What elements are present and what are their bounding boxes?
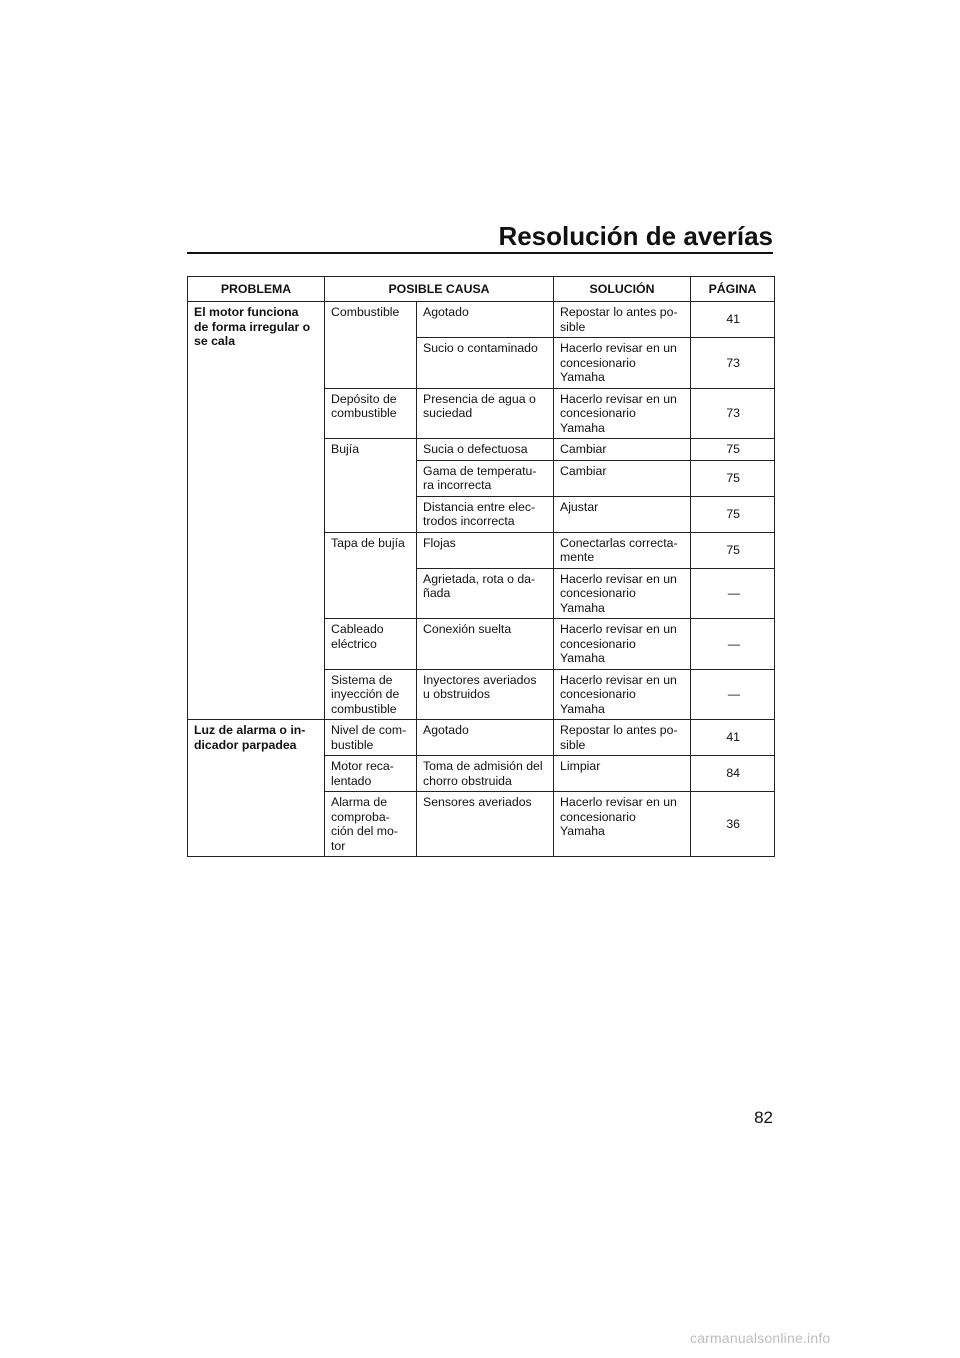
solution-cell: Cambiar [554,439,691,461]
solution-cell: Hacerlo revisar en un concesionario Yamaha [554,792,691,857]
page-cell: 84 [691,756,775,792]
solution-cell: Hacerlo revisar en un concesionario Yamaha [554,338,691,389]
page-cell: 75 [691,460,775,496]
cause-cell: Bujía [325,439,417,533]
troubleshooting-table [187,276,775,857]
solution-cell: Limpiar [554,756,691,792]
solution-cell: Hacerlo revisar en un concesionario Yamaha [554,388,691,439]
page-cell: 75 [691,532,775,568]
page-title: Resolución de averías [498,221,773,251]
page-number: 82 [754,1108,773,1127]
table-row [188,720,775,756]
column-header-cause: POSIBLE CAUSA [325,277,554,302]
solution-cell: Hacerlo revisar en un concesionario Yamaha [554,568,691,619]
problem-cell: Luz de alarma o in- dicador parpadea [188,720,325,857]
cause-detail-cell: Sucio o contaminado [417,338,554,389]
problem-cell: El motor funciona de forma irregular o se cala [188,302,325,720]
solution-cell: Conectarlas correcta- mente [554,532,691,568]
cause-detail-cell: Agrietada, rota o da- ñada [417,568,554,619]
page-cell: 73 [691,338,775,389]
page-cell: — [691,669,775,720]
title-divider [187,252,773,254]
cause-detail-cell: Agotado [417,720,554,756]
column-header-solution: SOLUCIÓN [554,277,691,302]
cause-detail-cell: Agotado [417,302,554,338]
cause-detail-cell: Toma de admisión del chorro obstruida [417,756,554,792]
cause-detail-cell: Sensores averiados [417,792,554,857]
cause-detail-cell: Presencia de agua o suciedad [417,388,554,439]
cause-detail-cell: Flojas [417,532,554,568]
page-cell: 73 [691,388,775,439]
cause-cell: Depósito de combustible [325,388,417,439]
cause-cell: Sistema de inyección de combustible [325,669,417,720]
table-header-row [188,277,775,302]
column-header-page: PÁGINA [691,277,775,302]
cause-cell: Motor reca- lentado [325,756,417,792]
column-header-problem: PROBLEMA [188,277,325,302]
cause-cell: Tapa de bujía [325,532,417,619]
page-cell: — [691,568,775,619]
table-row [188,302,775,338]
solution-cell: Hacerlo revisar en un concesionario Yamaha [554,619,691,670]
cause-detail-cell: Gama de temperatu- ra incorrecta [417,460,554,496]
page-cell: 75 [691,496,775,532]
solution-cell: Repostar lo antes po- sible [554,302,691,338]
watermark-text: carmanualsonline.info [690,1330,831,1346]
table-body [188,302,775,857]
solution-cell: Cambiar [554,460,691,496]
cause-detail-cell: Inyectores averiados u obstruidos [417,669,554,720]
page-cell: 41 [691,302,775,338]
cause-cell: Cableado eléctrico [325,619,417,670]
page-cell: 75 [691,439,775,461]
cause-cell: Combustible [325,302,417,389]
cause-detail-cell: Conexión suelta [417,619,554,670]
cause-cell: Alarma de comproba- ción del mo- tor [325,792,417,857]
solution-cell: Repostar lo antes po- sible [554,720,691,756]
cause-detail-cell: Sucia o defectuosa [417,439,554,461]
cause-cell: Nivel de com- bustible [325,720,417,756]
page-cell: 36 [691,792,775,857]
solution-cell: Ajustar [554,496,691,532]
solution-cell: Hacerlo revisar en un concesionario Yamaha [554,669,691,720]
page-cell: 41 [691,720,775,756]
page-cell: — [691,619,775,670]
cause-detail-cell: Distancia entre elec- trodos incorrecta [417,496,554,532]
